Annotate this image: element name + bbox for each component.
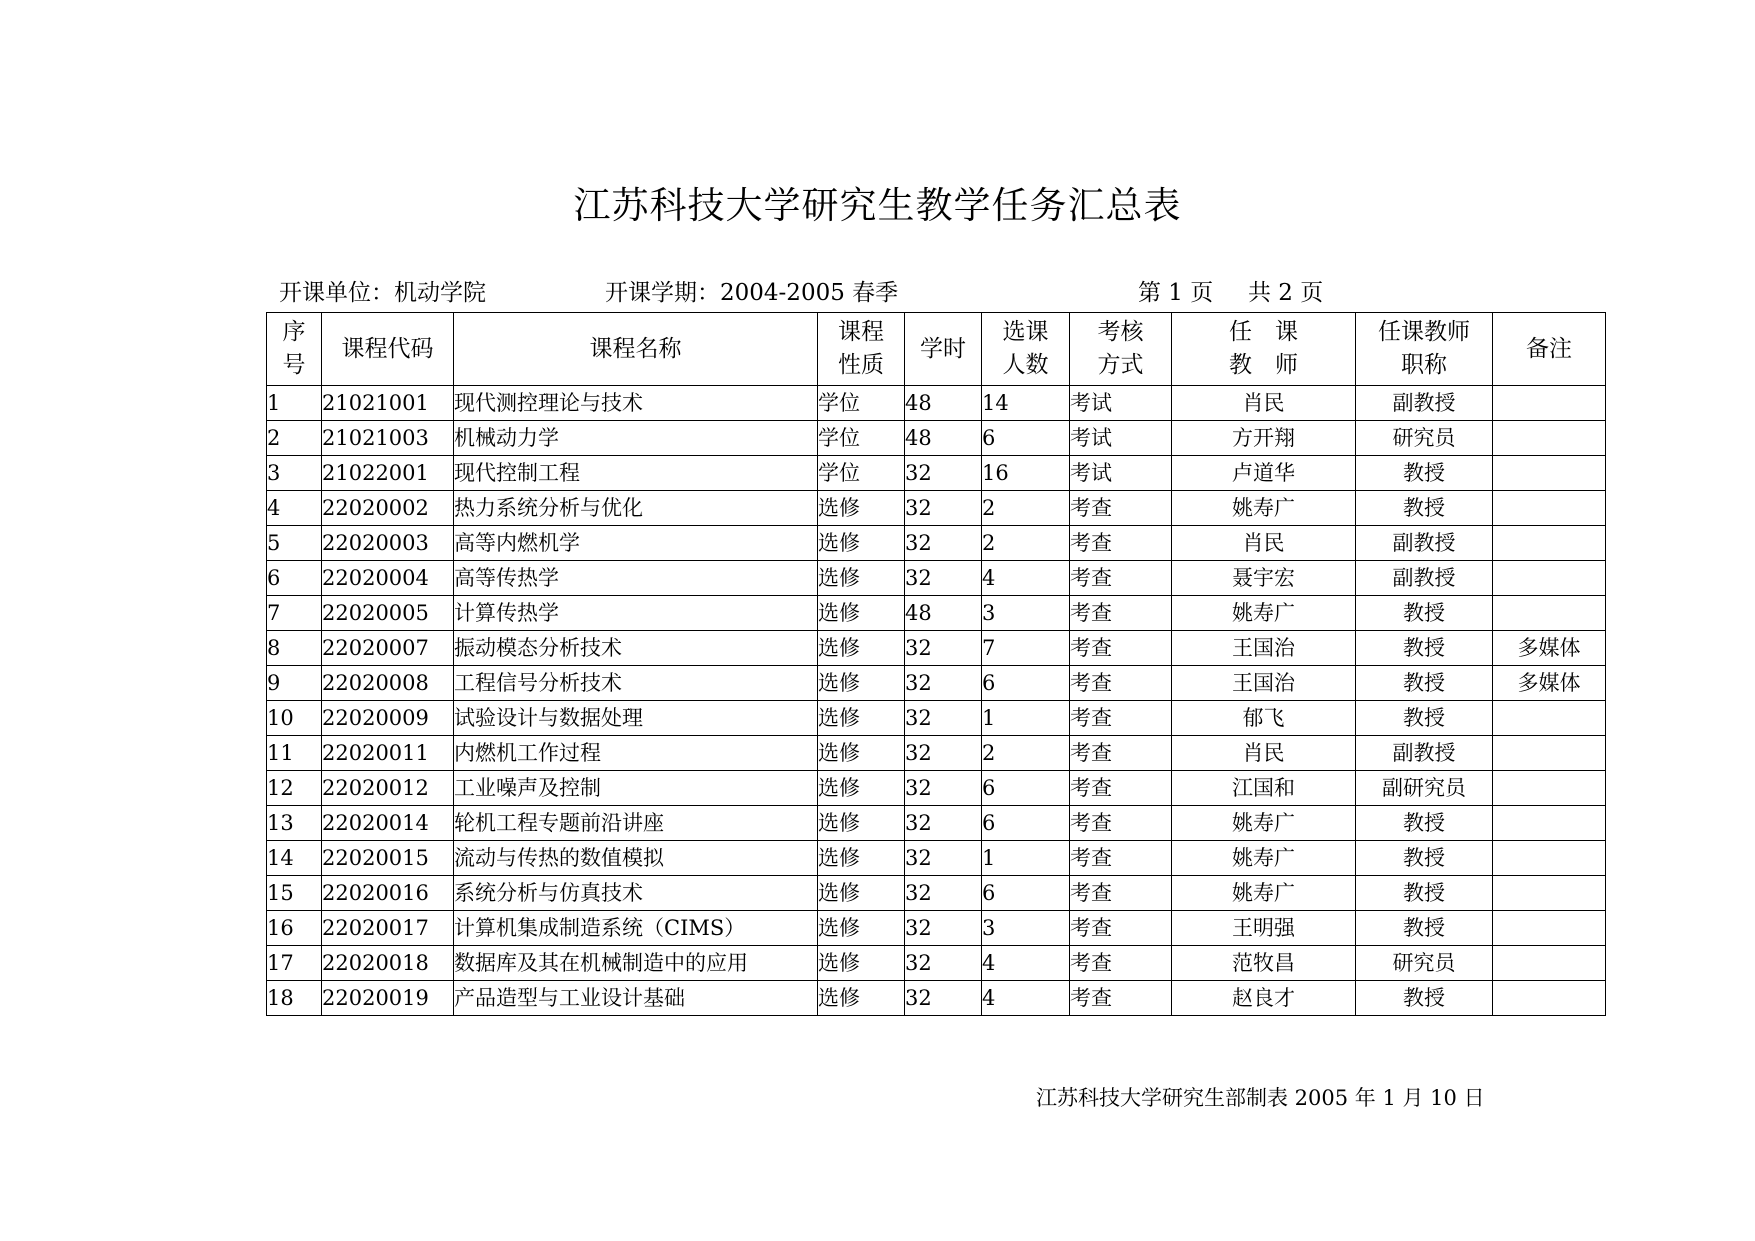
cell-teacher-title: 教授 (1356, 981, 1493, 1016)
cell-course-nature: 选修 (818, 876, 905, 911)
cell-remark (1493, 456, 1606, 491)
cell-enrolled: 14 (982, 386, 1070, 421)
table-header-row (267, 313, 1606, 386)
cell-hours: 32 (905, 666, 982, 701)
cell-course-code: 22020015 (322, 841, 454, 876)
cell-course-code: 22020003 (322, 526, 454, 561)
cell-remark (1493, 526, 1606, 561)
cell-course-nature: 学位 (818, 456, 905, 491)
cell-course-nature: 选修 (818, 561, 905, 596)
cell-course-name: 数据库及其在机械制造中的应用 (454, 946, 818, 981)
cell-course-code: 22020005 (322, 596, 454, 631)
cell-seq: 18 (267, 981, 322, 1016)
cell-exam-method: 考试 (1070, 421, 1172, 456)
cell-course-nature: 选修 (818, 841, 905, 876)
header-course-nature: 课程 性质 (818, 313, 905, 386)
cell-enrolled: 2 (982, 491, 1070, 526)
cell-hours: 32 (905, 561, 982, 596)
cell-course-nature: 选修 (818, 946, 905, 981)
cell-teacher: 王国治 (1172, 666, 1356, 701)
cell-teacher-title: 研究员 (1356, 946, 1493, 981)
cell-course-code: 22020012 (322, 771, 454, 806)
cell-seq: 9 (267, 666, 322, 701)
cell-teacher-title: 教授 (1356, 491, 1493, 526)
cell-seq: 6 (267, 561, 322, 596)
page-total: 共 2 页 (1248, 280, 1324, 306)
header-hours: 学时 (905, 313, 982, 386)
cell-course-nature: 选修 (818, 736, 905, 771)
cell-seq: 17 (267, 946, 322, 981)
cell-course-code: 22020008 (322, 666, 454, 701)
cell-exam-method: 考查 (1070, 841, 1172, 876)
cell-enrolled: 1 (982, 841, 1070, 876)
cell-course-code: 22020009 (322, 701, 454, 736)
cell-course-nature: 选修 (818, 596, 905, 631)
cell-teacher-title: 教授 (1356, 631, 1493, 666)
cell-course-name: 系统分析与仿真技术 (454, 876, 818, 911)
cell-course-code: 22020018 (322, 946, 454, 981)
cell-course-name: 试验设计与数据处理 (454, 701, 818, 736)
cell-hours: 32 (905, 806, 982, 841)
table-row (267, 421, 1606, 456)
cell-remark (1493, 701, 1606, 736)
table-row (267, 806, 1606, 841)
cell-teacher-title: 副教授 (1356, 561, 1493, 596)
cell-teacher-title: 教授 (1356, 841, 1493, 876)
table-row (267, 456, 1606, 491)
table-row (267, 911, 1606, 946)
cell-exam-method: 考查 (1070, 596, 1172, 631)
cell-exam-method: 考查 (1070, 981, 1172, 1016)
cell-hours: 32 (905, 946, 982, 981)
cell-teacher-title: 副教授 (1356, 526, 1493, 561)
cell-seq: 1 (267, 386, 322, 421)
cell-teacher: 姚寿广 (1172, 596, 1356, 631)
cell-enrolled: 6 (982, 771, 1070, 806)
header-course-code: 课程代码 (322, 313, 454, 386)
page-number: 第 1 页 (1138, 280, 1214, 306)
cell-course-code: 22020007 (322, 631, 454, 666)
cell-course-name: 热力系统分析与优化 (454, 491, 818, 526)
cell-remark (1493, 981, 1606, 1016)
cell-course-name: 高等内燃机学 (454, 526, 818, 561)
table-row (267, 876, 1606, 911)
header-exam-method: 考核 方式 (1070, 313, 1172, 386)
cell-course-name: 流动与传热的数值模拟 (454, 841, 818, 876)
cell-course-code: 22020016 (322, 876, 454, 911)
header-teacher: 任 课 教 师 (1172, 313, 1356, 386)
cell-enrolled: 6 (982, 666, 1070, 701)
cell-course-code: 22020002 (322, 491, 454, 526)
cell-hours: 32 (905, 701, 982, 736)
header-teacher-title: 任课教师 职称 (1356, 313, 1493, 386)
cell-hours: 32 (905, 981, 982, 1016)
cell-enrolled: 4 (982, 561, 1070, 596)
table-row (267, 841, 1606, 876)
cell-course-code: 22020011 (322, 736, 454, 771)
document-title: 江苏科技大学研究生教学任务汇总表 (573, 184, 1182, 227)
cell-course-name: 工业噪声及控制 (454, 771, 818, 806)
cell-remark (1493, 841, 1606, 876)
cell-teacher: 姚寿广 (1172, 841, 1356, 876)
cell-teacher: 姚寿广 (1172, 491, 1356, 526)
cell-hours: 32 (905, 876, 982, 911)
cell-seq: 11 (267, 736, 322, 771)
cell-remark (1493, 421, 1606, 456)
cell-course-name: 内燃机工作过程 (454, 736, 818, 771)
cell-course-name: 产品造型与工业设计基础 (454, 981, 818, 1016)
cell-exam-method: 考查 (1070, 806, 1172, 841)
cell-course-nature: 学位 (818, 421, 905, 456)
cell-seq: 10 (267, 701, 322, 736)
table-row (267, 526, 1606, 561)
cell-teacher-title: 教授 (1356, 456, 1493, 491)
cell-remark (1493, 386, 1606, 421)
cell-enrolled: 2 (982, 526, 1070, 561)
cell-course-nature: 选修 (818, 631, 905, 666)
cell-course-code: 22020014 (322, 806, 454, 841)
cell-seq: 15 (267, 876, 322, 911)
offering-unit: 开课单位：机动学院 (279, 280, 486, 306)
cell-course-nature: 选修 (818, 701, 905, 736)
cell-exam-method: 考查 (1070, 736, 1172, 771)
cell-exam-method: 考查 (1070, 491, 1172, 526)
cell-teacher: 卢道华 (1172, 456, 1356, 491)
cell-course-name: 工程信号分析技术 (454, 666, 818, 701)
cell-hours: 32 (905, 456, 982, 491)
cell-course-name: 计算传热学 (454, 596, 818, 631)
cell-teacher: 王国治 (1172, 631, 1356, 666)
cell-course-nature: 选修 (818, 491, 905, 526)
cell-teacher-title: 副教授 (1356, 386, 1493, 421)
cell-teacher: 范牧昌 (1172, 946, 1356, 981)
table-row (267, 771, 1606, 806)
cell-course-nature: 学位 (818, 386, 905, 421)
cell-enrolled: 3 (982, 596, 1070, 631)
cell-teacher: 方开翔 (1172, 421, 1356, 456)
cell-enrolled: 6 (982, 806, 1070, 841)
cell-course-code: 21021003 (322, 421, 454, 456)
cell-course-code: 22020017 (322, 911, 454, 946)
cell-exam-method: 考查 (1070, 946, 1172, 981)
cell-teacher-title: 教授 (1356, 596, 1493, 631)
cell-course-code: 22020019 (322, 981, 454, 1016)
cell-hours: 48 (905, 596, 982, 631)
footer-note: 江苏科技大学研究生部制表 2005 年 1 月 10 日 (1036, 1086, 1485, 1110)
cell-remark: 多媒体 (1493, 666, 1606, 701)
cell-course-code: 22020004 (322, 561, 454, 596)
cell-exam-method: 考查 (1070, 701, 1172, 736)
cell-seq: 16 (267, 911, 322, 946)
cell-exam-method: 考试 (1070, 386, 1172, 421)
cell-course-nature: 选修 (818, 666, 905, 701)
header-course-name: 课程名称 (454, 313, 818, 386)
cell-remark (1493, 876, 1606, 911)
cell-exam-method: 考查 (1070, 526, 1172, 561)
cell-course-name: 现代控制工程 (454, 456, 818, 491)
cell-exam-method: 考查 (1070, 771, 1172, 806)
table-row (267, 736, 1606, 771)
cell-seq: 3 (267, 456, 322, 491)
cell-course-name: 轮机工程专题前沿讲座 (454, 806, 818, 841)
cell-hours: 48 (905, 386, 982, 421)
cell-exam-method: 考查 (1070, 561, 1172, 596)
cell-hours: 32 (905, 841, 982, 876)
cell-exam-method: 考查 (1070, 631, 1172, 666)
cell-course-name: 振动模态分析技术 (454, 631, 818, 666)
cell-teacher: 肖民 (1172, 526, 1356, 561)
cell-hours: 32 (905, 771, 982, 806)
cell-enrolled: 3 (982, 911, 1070, 946)
cell-enrolled: 2 (982, 736, 1070, 771)
cell-teacher-title: 副研究员 (1356, 771, 1493, 806)
cell-seq: 13 (267, 806, 322, 841)
cell-hours: 48 (905, 421, 982, 456)
table-row (267, 981, 1606, 1016)
cell-enrolled: 6 (982, 421, 1070, 456)
cell-hours: 32 (905, 911, 982, 946)
header-remark: 备注 (1493, 313, 1606, 386)
cell-remark (1493, 561, 1606, 596)
cell-teacher: 郁飞 (1172, 701, 1356, 736)
cell-enrolled: 6 (982, 876, 1070, 911)
cell-teacher-title: 副教授 (1356, 736, 1493, 771)
cell-hours: 32 (905, 631, 982, 666)
cell-teacher: 聂宇宏 (1172, 561, 1356, 596)
header-seq: 序 号 (267, 313, 322, 386)
cell-teacher: 赵良才 (1172, 981, 1356, 1016)
cell-teacher: 江国和 (1172, 771, 1356, 806)
cell-course-nature: 选修 (818, 911, 905, 946)
cell-enrolled: 4 (982, 946, 1070, 981)
cell-course-code: 21021001 (322, 386, 454, 421)
cell-enrolled: 1 (982, 701, 1070, 736)
table-row (267, 946, 1606, 981)
cell-exam-method: 考试 (1070, 456, 1172, 491)
cell-remark: 多媒体 (1493, 631, 1606, 666)
offering-term: 开课学期：2004-2005 春季 (605, 280, 899, 306)
cell-course-name: 高等传热学 (454, 561, 818, 596)
cell-remark (1493, 946, 1606, 981)
cell-teacher-title: 教授 (1356, 876, 1493, 911)
cell-enrolled: 16 (982, 456, 1070, 491)
cell-seq: 5 (267, 526, 322, 561)
header-enrolled: 选课 人数 (982, 313, 1070, 386)
cell-exam-method: 考查 (1070, 876, 1172, 911)
cell-teacher-title: 教授 (1356, 701, 1493, 736)
table-row (267, 386, 1606, 421)
cell-remark (1493, 736, 1606, 771)
cell-seq: 8 (267, 631, 322, 666)
cell-course-nature: 选修 (818, 806, 905, 841)
cell-seq: 12 (267, 771, 322, 806)
cell-teacher: 姚寿广 (1172, 806, 1356, 841)
cell-seq: 2 (267, 421, 322, 456)
table-row (267, 491, 1606, 526)
cell-enrolled: 4 (982, 981, 1070, 1016)
cell-seq: 7 (267, 596, 322, 631)
cell-course-code: 21022001 (322, 456, 454, 491)
cell-teacher: 肖民 (1172, 386, 1356, 421)
cell-course-name: 现代测控理论与技术 (454, 386, 818, 421)
cell-remark (1493, 806, 1606, 841)
cell-teacher: 王明强 (1172, 911, 1356, 946)
cell-seq: 4 (267, 491, 322, 526)
cell-course-name: 机械动力学 (454, 421, 818, 456)
cell-exam-method: 考查 (1070, 911, 1172, 946)
cell-teacher-title: 教授 (1356, 911, 1493, 946)
cell-hours: 32 (905, 736, 982, 771)
table-row (267, 596, 1606, 631)
cell-hours: 32 (905, 491, 982, 526)
cell-seq: 14 (267, 841, 322, 876)
cell-teacher: 姚寿广 (1172, 876, 1356, 911)
cell-enrolled: 7 (982, 631, 1070, 666)
cell-exam-method: 考查 (1070, 666, 1172, 701)
cell-hours: 32 (905, 526, 982, 561)
cell-remark (1493, 771, 1606, 806)
cell-teacher-title: 教授 (1356, 666, 1493, 701)
table-row (267, 631, 1606, 666)
cell-remark (1493, 491, 1606, 526)
cell-teacher-title: 研究员 (1356, 421, 1493, 456)
cell-remark (1493, 596, 1606, 631)
cell-course-nature: 选修 (818, 981, 905, 1016)
cell-course-nature: 选修 (818, 526, 905, 561)
teaching-task-table (266, 312, 1606, 1016)
table-row (267, 701, 1606, 736)
cell-teacher: 肖民 (1172, 736, 1356, 771)
cell-teacher-title: 教授 (1356, 806, 1493, 841)
cell-remark (1493, 911, 1606, 946)
table-row (267, 561, 1606, 596)
cell-course-name: 计算机集成制造系统（CIMS） (454, 911, 818, 946)
table-row (267, 666, 1606, 701)
cell-course-nature: 选修 (818, 771, 905, 806)
